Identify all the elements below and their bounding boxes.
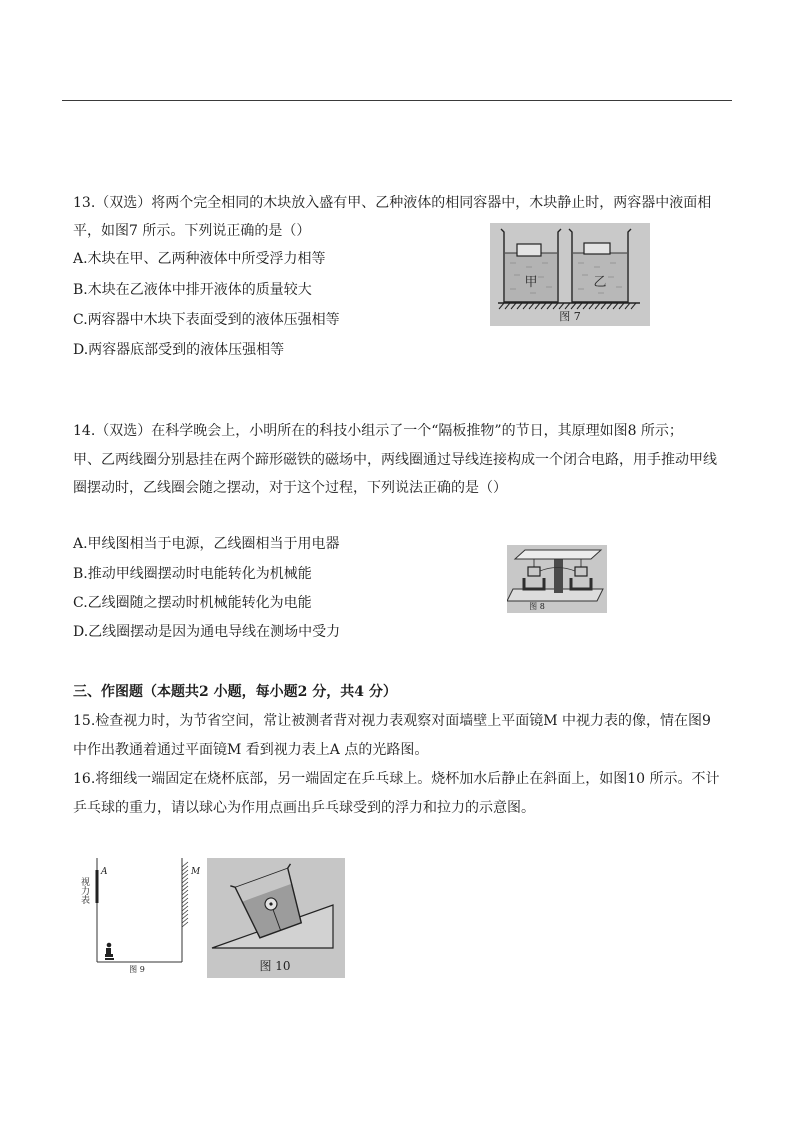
- q15-stem-line-1: 15.检查视力时，为节省空间，常让被测者背对视力表观察对面墙壁上平面镜M 中视力表的像，情在图9: [73, 713, 711, 729]
- person-icon: [105, 943, 114, 960]
- q13-option-d: D.两容器底部受到的液体压强相等: [73, 342, 285, 358]
- q16-stem-line-2: 乒乓球的重力，请以球心为作用点画出乒乓球受到的浮力和拉力的示意图。: [73, 800, 535, 816]
- q13-stem-line-1: 13.（双选）将两个完全相同的木块放入盛有甲、乙种液体的相同容器中，木块静止时，两容器中液面相: [73, 195, 712, 211]
- figure-7: [490, 223, 650, 326]
- figure-10-caption: 图 10: [259, 959, 291, 973]
- q14-stem-line-2: 甲、乙两线圈分别悬挂在两个蹄形磁铁的磁场中，两线圈通过导线连接构成一个闭合电路，用手推动甲线: [73, 452, 717, 468]
- left-wood-block: [517, 244, 541, 256]
- figure-8-caption: 图 8: [529, 602, 545, 611]
- divider-board: [554, 557, 563, 593]
- eye-chart-label: 视力表: [79, 877, 89, 904]
- q13-stem-line-2: 平，如图7 所示。下列说正确的是（）: [73, 223, 311, 239]
- q13-option-a: A.木块在甲、乙两种液体中所受浮力相等: [73, 251, 326, 267]
- section-3-title: 三、作图题（本题共2 小题，每小题2 分，共4 分）: [73, 684, 397, 700]
- q14-stem-line-1: 14.（双选）在科学晚会上，小明所在的科技小组示了一个“隔板推物”的节日，其原理如图8 所示；: [73, 423, 683, 439]
- header-rule: [62, 100, 732, 101]
- figure-8: [507, 545, 607, 613]
- top-board: [515, 550, 601, 559]
- q13-option-b: B.木块在乙液体中排开液体的质量较大: [73, 282, 312, 298]
- q14-option-c: C.乙线圈随之摆动时机械能转化为电能: [73, 595, 312, 611]
- right-liquid-label: 乙: [593, 275, 607, 290]
- q13-option-c: C.两容器中木块下表面受到的液体压强相等: [73, 312, 340, 328]
- q16-stem-line-1: 16.将细线一端固定在烧杯底部，另一端固定在乒乓球上。烧杯加水后静止在斜面上，如图10 所示。不计: [73, 771, 720, 787]
- q14-option-d: D.乙线圈摆动是因为通电导线在测场中受力: [73, 624, 341, 640]
- q14-option-b: B.推动甲线圈摆动时电能转化为机械能: [73, 566, 312, 582]
- figure-9: [75, 855, 200, 977]
- q15-stem-line-2: 中作出教通着通过平面镜M 看到视力表上A 点的光路图。: [73, 742, 429, 758]
- figure-7-caption: 图 7: [559, 310, 581, 323]
- figure-9-caption: 图 9: [129, 965, 145, 974]
- point-a-label: A: [101, 867, 108, 877]
- left-liquid-label: 甲: [524, 275, 538, 290]
- mirror-m-label: M: [191, 867, 200, 877]
- q14-option-a: A.甲线图相当于电源，乙线圈相当于用电器: [73, 536, 340, 552]
- mirror-hatching: [182, 862, 188, 927]
- q14-stem-line-3: 圈摆动时，乙线圈会随之摆动，对于这个过程，下列说法正确的是（）: [73, 480, 507, 496]
- figure-10: [207, 858, 345, 978]
- right-wood-block: [584, 243, 610, 254]
